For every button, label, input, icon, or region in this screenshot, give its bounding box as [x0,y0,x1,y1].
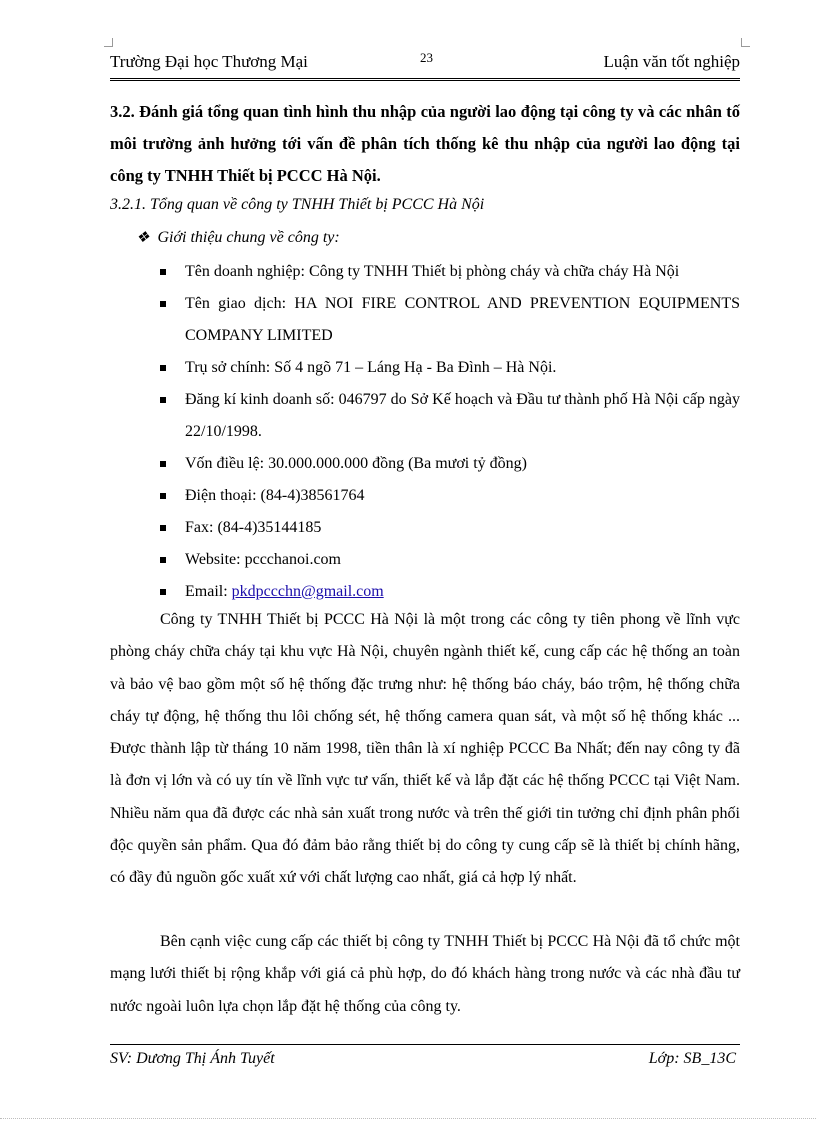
top-left-corner-mark [104,38,113,47]
list-item: Vốn điều lệ: 30.000.000.000 đồng (Ba mươi tỷ đồng) [158,448,740,480]
paragraph-company-overview: Công ty TNHH Thiết bị PCCC Hà Nội là một trong các công ty tiên phong về lĩnh vực phòng cháy chữa cháy tại khu vực Hà Nội, chuyên ngành thiết kế, cung cấp các hệ thống an toàn và bảo vệ bao gồm một số hệ thống đặc trưng như: hệ thống báo cháy, báo trộm, hệ thống chữa cháy tự động, hệ thống thu lôi chống sét, hệ thống camera quan sát, và một số hệ thống khác ... Được thành lập từ tháng 10 năm 1998, tiền thân là xí nghiệp PCCC Ba Nhất; đến nay công ty đã là đơn vị lớn và có uy tín về lĩnh vực tư vấn, thiết kế và lắp đặt các hệ thống PCCC tại Việt Nam. Nhiều năm qua đã được các nhà sản xuất trong nước và trên thế giới tin tưởng chỉ định phân phối độc quyền sản phẩm. Qua đó đảm bảo rằng thiết bị do công ty cung cấp sẽ là thiết bị chính hãng, có đầy đủ nguồn gốc xuất xứ với chất lượng cao nhất, giá cả hợp lý nhất. [110,611,740,887]
square-bullet-icon [160,461,166,467]
square-bullet-icon [160,557,166,563]
square-bullet-icon [160,301,166,307]
list-item: Điện thoại: (84-4)38561764 [158,480,740,512]
list-item: Tên doanh nghiệp: Công ty TNHH Thiết bị phòng cháy và chữa cháy Hà Nội [158,256,740,288]
intro-label: Giới thiệu chung về công ty: [157,229,340,246]
list-item: Đăng kí kinh doanh số: 046797 do Sở Kế hoạch và Đầu tư thành phố Hà Nội cấp ngày 22/10/1998. [158,384,740,448]
square-bullet-icon [160,589,166,595]
footer-rule [110,1044,740,1045]
footer-class: Lớp: SB_13C [648,1050,736,1067]
list-item: Tên giao dịch: HA NOI FIRE CONTROL AND PREVENTION EQUIPMENTS COMPANY LIMITED [158,288,740,352]
company-info-list [158,256,740,608]
top-right-corner-mark [741,38,750,47]
email-link[interactable]: pkdpccchn@gmail.com [231,583,384,600]
header-rule [110,78,740,81]
page-bottom-dotted-line [0,1118,816,1119]
paragraph-network: Bên cạnh việc cung cấp các thiết bị công ty TNHH Thiết bị PCCC Hà Nội đã tổ chức một mạng lưới thiết bị rộng khắp với giá cả phù hợp, do đó khách hàng trong nước và các nhà đầu tư nước ngoài luôn lựa chọn lắp đặt hệ thống của công ty. [110,933,740,1015]
subsection-heading: 3.2.1. Tổng quan về công ty TNHH Thiết bị PCCC Hà Nội [110,196,485,213]
page-header [110,50,740,78]
header-school: Trường Đại học Thương Mại [110,52,308,71]
list-item: Fax: (84-4)35144185 [158,512,740,544]
email-label: Email: [185,583,232,600]
page-number: 23 [420,50,433,65]
square-bullet-icon [160,525,166,531]
diamond-bullet-icon: ❖ [136,230,150,246]
intro-line [136,228,340,247]
list-item: Website: pccchanoi.com [158,544,740,576]
header-doc-type: Luận văn tốt nghiệp [603,52,740,71]
square-bullet-icon [160,493,166,499]
square-bullet-icon [160,365,166,371]
list-item: Trụ sở chính: Số 4 ngõ 71 – Láng Hạ - Ba Đình – Hà Nội. [158,352,740,384]
footer-student: SV: Dương Thị Ánh Tuyết [110,1050,275,1067]
square-bullet-icon [160,397,166,403]
section-heading: 3.2. Đánh giá tổng quan tình hình thu nhập của người lao động tại công ty và các nhân tố môi trường ảnh hưởng tới vấn đề phân tích thống kê thu nhập của người lao động tại công ty TNHH Thiết bị PCCC Hà Nội. [110,102,740,185]
square-bullet-icon [160,269,166,275]
